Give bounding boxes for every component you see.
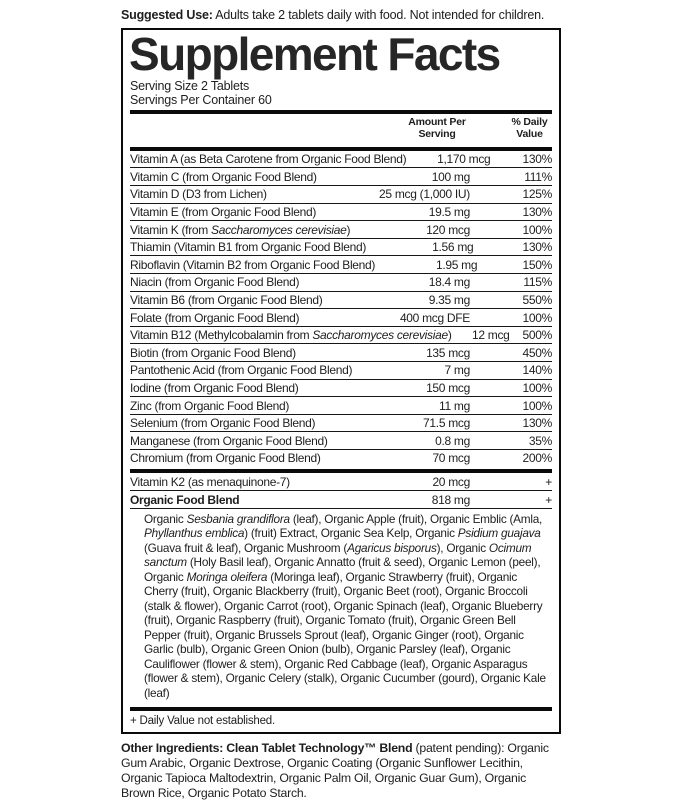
text-segment: Vitamin B12 (Methylcobalamin from <box>130 328 313 343</box>
nutrient-name <box>130 364 358 377</box>
text-segment: Selenium (from Organic Food Blend) <box>130 416 316 431</box>
nutrient-name <box>130 188 358 201</box>
nutrient-name <box>130 347 358 360</box>
text-segment: Chromium (from Organic Food Blend) <box>130 451 321 466</box>
table-row <box>130 450 552 467</box>
nutrient-amount: 11 mg <box>439 398 470 413</box>
table-row <box>130 432 552 450</box>
supplement-facts-panel <box>121 28 561 734</box>
nutrient-name <box>130 476 358 489</box>
table-row <box>130 415 552 433</box>
text-segment: Vitamin C (from Organic Food Blend) <box>130 169 317 184</box>
table-row <box>130 309 552 327</box>
nutrient-amount: 19.5 mg <box>428 205 470 220</box>
servings-per-container: Servings Per Container 60 <box>130 92 272 107</box>
text-segment: Vitamin D (D3 from Lichen) <box>130 187 267 202</box>
content-column <box>121 8 561 801</box>
table-row <box>130 221 552 239</box>
nutrient-name <box>130 400 358 413</box>
daily-value-header <box>470 117 552 141</box>
table-row <box>130 204 552 222</box>
text-segment: (patent pending): Organic Gum Arabic, Organic Dextrose, Organic Coating (Organic Sunflower Lecithin, Organic Tapioca Maltodextrin, Organic Palm Oil, Organic Guar Gum), Organic Brown Rice, Organic Potato Starch. <box>121 741 549 801</box>
text-segment: Adults take 2 tablets daily with food. Not intended for children. <box>212 8 545 22</box>
nutrient-amount: 400 mcg DFE <box>399 310 470 325</box>
text-segment: (Guava fruit & leaf), Organic Mushroom ( <box>144 540 348 555</box>
bold-text-segment: Organic Food Blend <box>130 492 240 507</box>
table-row <box>130 397 552 415</box>
nutrient-daily-value: 200% <box>522 451 552 466</box>
table-row <box>130 186 552 204</box>
species-name: Saccharomyces cerevisiae <box>312 328 448 343</box>
nutrient-amount: 100 mg <box>431 169 470 184</box>
nutrient-daily-value: 100% <box>522 310 552 325</box>
text-segment: Vitamin K (from <box>130 222 211 237</box>
nutrient-amount: 12 mcg <box>471 328 510 343</box>
nutrient-daily-value: 100% <box>522 381 552 395</box>
text-segment: Thiamin (Vitamin B1 from Organic Food Blend) <box>130 240 367 255</box>
table-row <box>130 274 552 292</box>
nutrient-amount: 0.8 mg <box>435 433 470 448</box>
nutrient-amount: 1,170 mcg <box>437 152 491 167</box>
nutrient-name <box>130 276 358 289</box>
text-segment: Zinc (from Organic Food Blend) <box>130 398 290 413</box>
species-name: Ocimum sanctum <box>144 540 532 570</box>
text-segment: ) <box>447 328 452 343</box>
text-segment: Vitamin K2 (as menaquinone-7) <box>130 474 290 489</box>
nutrient-name <box>130 382 358 395</box>
nutrient-name <box>130 153 406 166</box>
nutrient-daily-value: 140% <box>522 363 552 378</box>
nutrient-amount: 818 mg <box>431 492 470 507</box>
text-segment: (Holy Basil leaf), Organic Annatto (fruit & seed), Organic Lemon (peel), Organic <box>144 555 541 584</box>
nutrient-daily-value: 550% <box>522 293 552 308</box>
other-ingredients-text <box>121 741 555 801</box>
nutrient-amount: 120 mcg <box>426 222 470 237</box>
nutrient-daily-value: 100% <box>522 398 552 413</box>
table-row <box>130 380 552 398</box>
nutrient-name <box>130 294 358 307</box>
table-row <box>130 362 552 380</box>
table-row <box>130 491 552 509</box>
species-name: Agaricus bisporus <box>347 540 437 555</box>
nutrient-daily-value: 130% <box>522 240 552 255</box>
nutrient-daily-value: 115% <box>523 275 552 290</box>
species-name: Moringa oleifera <box>186 569 268 584</box>
nutrient-name <box>130 494 358 507</box>
nutrient-name <box>130 171 358 184</box>
suggested-use-text <box>121 8 561 22</box>
text-segment: Folate (from Organic Food Blend) <box>130 310 300 325</box>
facts-rows <box>130 151 552 467</box>
text-segment: Vitamin E (from Organic Food Blend) <box>130 205 317 220</box>
text-segment: Iodine (from Organic Food Blend) <box>130 381 299 395</box>
table-row <box>130 151 552 169</box>
dv-header-text: % Daily Value <box>511 116 548 140</box>
amount-per-serving-header <box>358 117 470 141</box>
text-segment: Manganese (from Organic Food Blend) <box>130 433 328 448</box>
nutrient-name <box>130 435 358 448</box>
nutrient-amount: 18.4 mg <box>428 275 470 290</box>
text-segment: ), Organic <box>436 540 489 555</box>
table-row <box>130 473 552 491</box>
text-segment: (Moringa leaf), Organic Strawberry (fruit), Organic Cherry (fruit), Organic Blackberry (fruit), Organic Beet (root), Organic Broccoli (stalk & flower), Organic Carrot (root), Organic Spinach (leaf), Organic Blueberry (fruit), Organic Raspberry (fruit), Organic Tomato (fruit), Organic Green Bell Pepper (fruit), Organic Brussels Sprout (leaf), Organic Ginger (root), Organic Garlic (bulb), Organic Green Onion (bulb), Organic Parsley (leaf), Organic Cauliflower (flower & stem), Organic Red Cabbage (leaf), Organic Asparagus (flower & stem), Organic Celery (stalk), Organic Cucumber (gourd), Organic Kale (leaf) <box>144 569 546 700</box>
table-row <box>130 344 552 362</box>
column-headers <box>130 114 552 143</box>
species-name: Psidium guajava <box>457 526 541 541</box>
text-segment: Vitamin B6 (from Organic Food Blend) <box>130 293 323 308</box>
bold-text-segment: Other Ingredients: Clean Tablet Technology™ Blend <box>121 741 413 756</box>
text-segment: Organic <box>144 511 187 526</box>
nutrient-name <box>130 224 358 237</box>
text-segment: ) <box>346 222 351 237</box>
nutrient-name <box>130 417 358 430</box>
nutrient-daily-value: 111% <box>524 169 552 184</box>
serving-size: Serving Size 2 Tablets <box>130 79 250 94</box>
nutrient-daily-value: 130% <box>522 416 552 431</box>
nutrient-name <box>130 259 375 272</box>
nutrient-amount: 7 mg <box>444 363 470 378</box>
text-segment: Pantothenic Acid (from Organic Food Blend) <box>130 363 353 378</box>
text-segment: Riboflavin (Vitamin B2 from Organic Food Blend) <box>130 257 376 272</box>
nutrient-amount: 9.35 mg <box>428 293 470 308</box>
nutrient-daily-value: + <box>545 492 552 507</box>
text-segment: ) (fruit) Extract, Organic Sea Kelp, Organic <box>244 526 458 541</box>
nutrient-amount: 70 mcg <box>432 451 470 466</box>
panel-title: Supplement Facts <box>129 28 500 81</box>
nutrient-amount: 20 mcg <box>432 474 470 489</box>
table-row <box>130 292 552 310</box>
nutrient-daily-value: 100% <box>522 222 552 237</box>
amount-header-text: Amount Per Serving <box>408 116 466 140</box>
nutrient-amount: 1.56 mg <box>432 240 474 255</box>
nutrient-amount: 135 mcg <box>426 345 470 360</box>
nutrient-daily-value: 150% <box>522 257 552 272</box>
species-name: Saccharomyces cerevisiae <box>211 222 347 237</box>
nutrient-daily-value: 500% <box>522 328 552 343</box>
nutrient-name <box>130 452 358 465</box>
nutrient-amount: 71.5 mcg <box>423 416 470 431</box>
text-segment: Niacin (from Organic Food Blend) <box>130 275 300 290</box>
text-segment: (leaf), Organic Apple (fruit), Organic Emblic (Amla, <box>289 511 543 526</box>
nutrient-amount: 25 mcg (1,000 IU) <box>379 187 470 202</box>
nutrient-daily-value: 35% <box>528 433 552 448</box>
table-row <box>130 256 552 274</box>
nutrient-daily-value: 130% <box>522 152 552 167</box>
daily-value-footnote: + Daily Value not established. <box>130 715 275 728</box>
table-row <box>130 168 552 186</box>
blend-description <box>130 509 552 705</box>
extra-rows <box>130 473 552 508</box>
text-segment: Vitamin A (as Beta Carotene from Organic Food Blend) <box>130 152 407 167</box>
text-segment: Biotin (from Organic Food Blend) <box>130 345 296 360</box>
nutrient-daily-value: + <box>545 474 552 489</box>
nutrient-amount: 1.95 mg <box>435 257 478 272</box>
nutrient-name <box>130 241 366 254</box>
species-name: Sesbania grandiflora <box>186 511 290 526</box>
species-name: Phyllanthus emblica <box>144 526 245 541</box>
table-row <box>130 239 552 257</box>
nutrient-daily-value: 125% <box>522 187 552 202</box>
nutrient-name <box>130 206 358 219</box>
nutrient-amount: 150 mcg <box>426 381 470 395</box>
nutrient-daily-value: 450% <box>522 345 552 360</box>
table-row <box>130 327 552 345</box>
nutrient-name <box>130 312 358 325</box>
bold-text-segment: Suggested Use: <box>121 8 213 22</box>
nutrient-name <box>130 329 452 342</box>
nutrient-daily-value: 130% <box>522 205 552 220</box>
